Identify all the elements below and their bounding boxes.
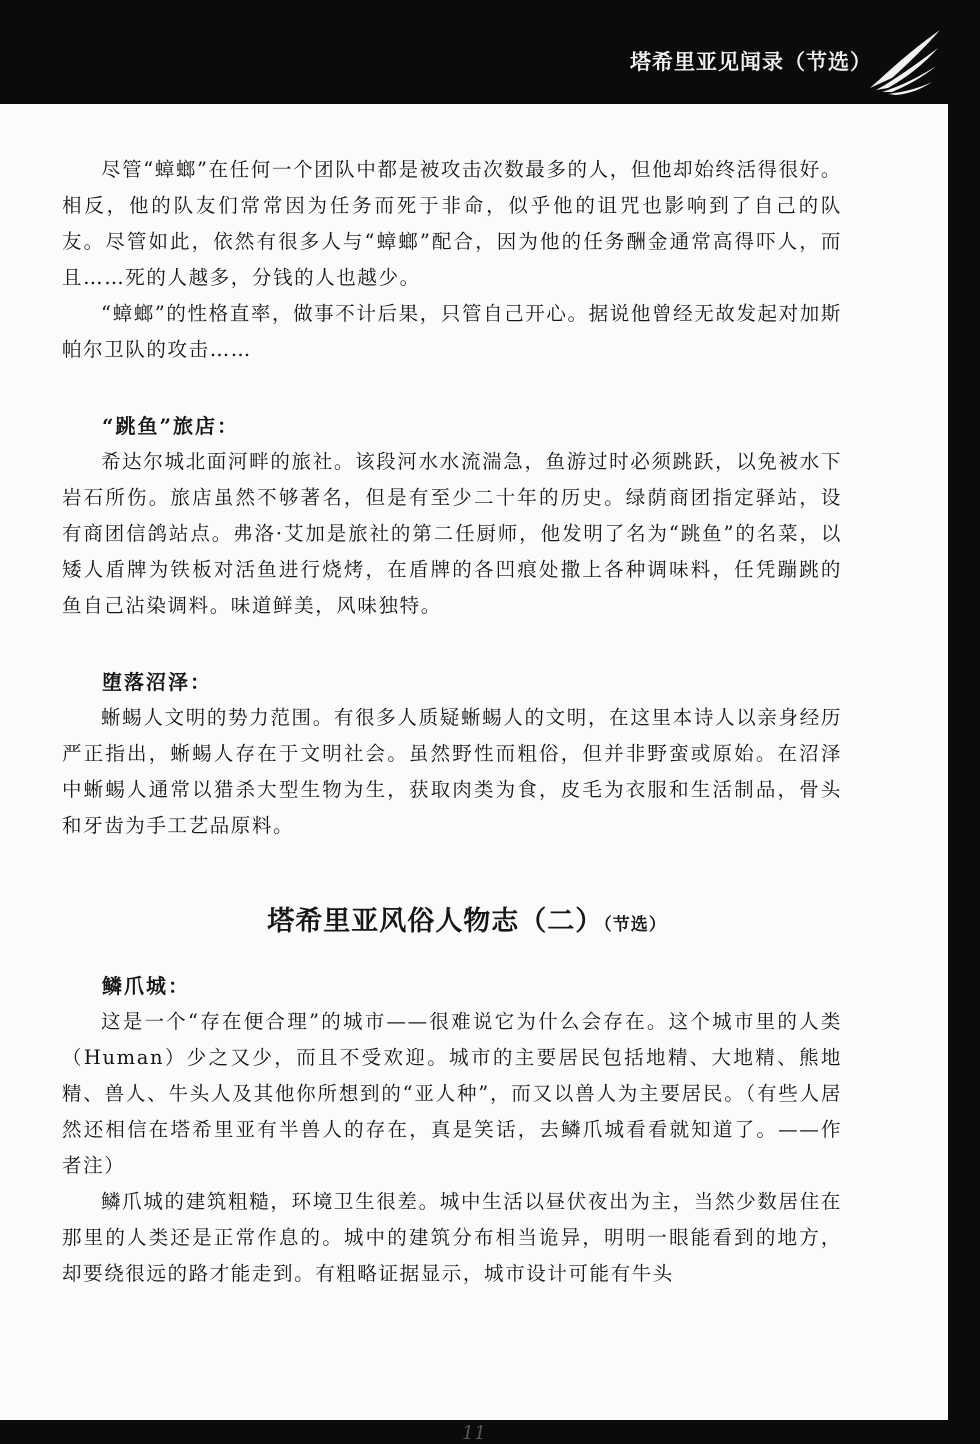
page-header <box>0 0 980 104</box>
wing-icon <box>866 26 942 96</box>
page <box>0 104 948 1444</box>
inn-paragraph: 希达尔城北面河畔的旅社。该段河水水流湍急，鱼游过时必须跳跃，以免被水下岩石所伤。旅店虽然不够著名，但是有至少二十年的历史。绿荫商团指定驿站，设有商团信鸽站点。弗洛·艾加是旅社的第二任厨师，他发明了名为“跳鱼”的名菜，以矮人盾牌为铁板对活鱼进行烧烤，在盾牌的各凹痕处撒上各种调味料，任凭蹦跳的鱼自己沾染调料。味道鲜美，风味独特。 <box>62 450 842 617</box>
swamp-paragraph: 蜥蜴人文明的势力范围。有很多人质疑蜥蜴人的文明，在这里本诗人以亲身经历严正指出，蜥蜴人存在于文明社会。虽然野性而粗俗，但并非野蛮或原始。在沼泽中蜥蜴人通常以猎杀大型生物为生，获取肉类为食，皮毛为衣服和生活制品，骨头和牙齿为手工艺品原料。 <box>62 706 842 837</box>
paragraph: 鳞爪城的建筑粗糙，环境卫生很差。城中生活以昼伏夜出为主，当然少数居住在那里的人类还是正常作息的。城中的建筑分布相当诡异，明明一眼能看到的地方，却要绕很远的路才能走到。有粗略证据显示，城市设计可能有牛头 <box>62 1190 842 1285</box>
swamp-heading: 堕落沼泽： <box>102 670 212 694</box>
paragraph: 这是一个“存在便合理”的城市——很难说它为什么会存在。这个城市里的人类（Human）少之又少，而且不受欢迎。城市的主要居民包括地精、大地精、熊地精、兽人、牛头人及其他你所想到的“亚人种”，而又以兽人为主要居民。（有些人居然还相信在塔希里亚有半兽人的存在，真是笑话，去鳞爪城看看就知道了。——作者注） <box>62 1010 842 1177</box>
page-number: 11 <box>461 1422 487 1444</box>
right-edge <box>948 104 980 1420</box>
paragraph: “蟑螂”的性格直率，做事不计后果，只管自己开心。据说他曾经无故发起对加斯帕尔卫队的攻击…… <box>62 302 842 361</box>
section-title-main: 塔希里亚风俗人物志（二） <box>267 906 604 937</box>
page-content <box>62 152 842 1292</box>
paragraph: 尽管“蟑螂”在任何一个团队中都是被攻击次数最多的人，但他却始终活得很好。相反，他的队友们常常因为任务而死于非命，似乎他的诅咒也影响到了自己的队友。尽管如此，依然有很多人与“蟑螂”配合，因为他的任务酬金通常高得吓人，而且……死的人越多，分钱的人也越少。 <box>62 158 842 289</box>
section-title <box>62 902 842 942</box>
inn-heading: “跳鱼”旅店： <box>102 414 240 438</box>
running-title: 塔希里亚见闻录（节选） <box>630 50 872 74</box>
city-heading: 鳞爪城： <box>102 974 190 998</box>
section-title-sub: （节选） <box>603 915 667 935</box>
